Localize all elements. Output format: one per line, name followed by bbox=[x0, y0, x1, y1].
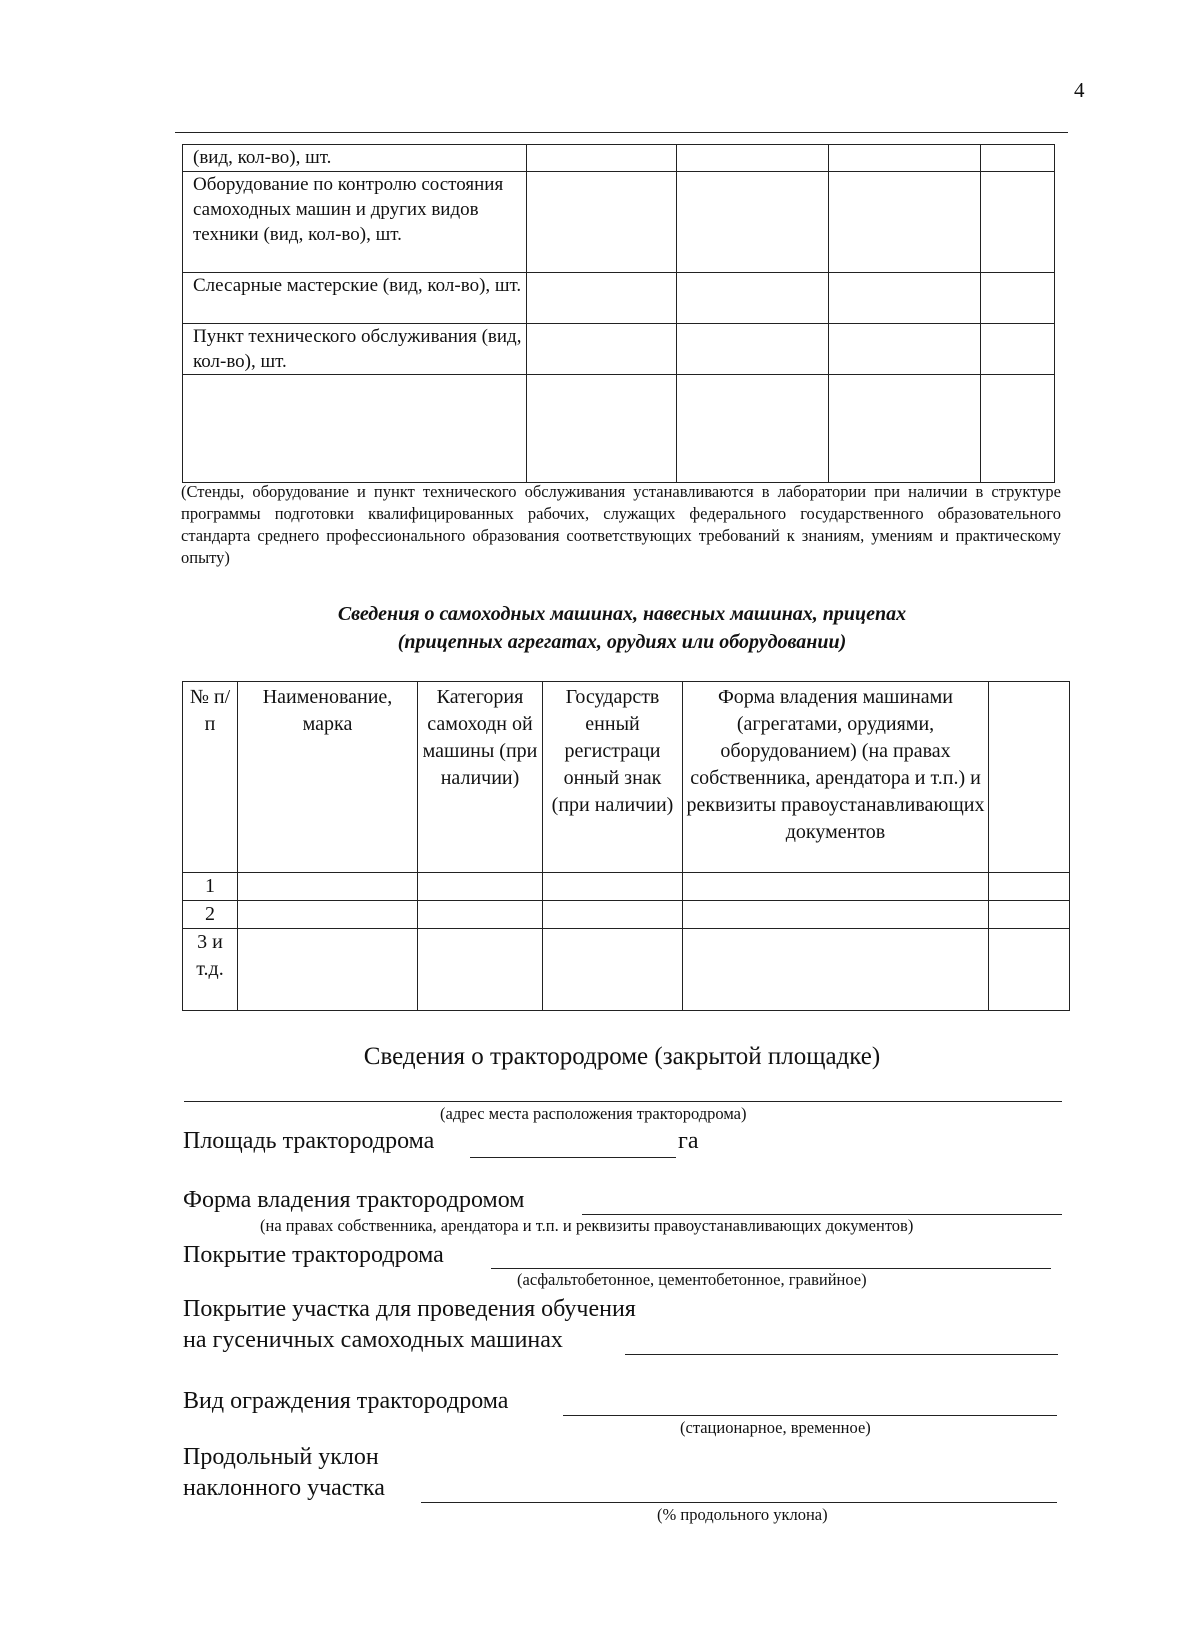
table-cell bbox=[981, 324, 1055, 375]
table-cell bbox=[677, 273, 829, 324]
row-label bbox=[183, 375, 527, 483]
table-cell bbox=[238, 929, 418, 1011]
table-cell bbox=[981, 172, 1055, 273]
coating-label: Покрытие трактородрома bbox=[183, 1242, 444, 1268]
table-cell bbox=[543, 901, 683, 929]
machines-table bbox=[182, 681, 1070, 1011]
tracked-line2: на гусеничных самоходных машинах bbox=[183, 1327, 563, 1353]
table-cell bbox=[981, 273, 1055, 324]
header-reg-sign: Государств енный регистраци онный знак (при наличии) bbox=[543, 682, 683, 873]
address-hint: (адрес места расположения трактородрома) bbox=[440, 1104, 747, 1123]
row-label: Слесарные мастерские (вид, кол-во), шт. bbox=[183, 273, 527, 324]
table-row bbox=[183, 172, 1055, 273]
table-cell bbox=[677, 324, 829, 375]
table-cell bbox=[677, 145, 829, 172]
table-row bbox=[183, 901, 1070, 929]
table-cell bbox=[543, 873, 683, 901]
table-cell bbox=[543, 929, 683, 1011]
row-label: (вид, кол-во), шт. bbox=[183, 145, 527, 172]
table-row bbox=[183, 375, 1055, 483]
table-cell bbox=[677, 172, 829, 273]
header-row bbox=[183, 682, 1070, 873]
table-cell bbox=[238, 901, 418, 929]
table-cell bbox=[683, 929, 989, 1011]
top-rule bbox=[175, 132, 1068, 133]
slope-line1: Продольный уклон bbox=[183, 1444, 379, 1470]
table-cell bbox=[238, 873, 418, 901]
header-category: Категория самоходн ой машины (при наличии) bbox=[418, 682, 543, 873]
header-ownership: Форма владения машинами (агрегатами, орудиями, оборудованием) (на правах собственника, арендатора и т.п.) и реквизиты правоустанавливающих документов bbox=[683, 682, 989, 873]
table-cell bbox=[683, 873, 989, 901]
table-cell bbox=[527, 273, 677, 324]
slope-underline bbox=[421, 1502, 1057, 1503]
table-cell bbox=[418, 901, 543, 929]
machines-title-line1: Сведения о самоходных машинах, навесных машинах, прицепах bbox=[337, 603, 907, 625]
row-label: Пункт технического обслуживания (вид, кол-во), шт. bbox=[183, 324, 527, 375]
tracked-underline bbox=[625, 1354, 1058, 1355]
table-cell bbox=[683, 901, 989, 929]
table-cell bbox=[527, 324, 677, 375]
row-label: Оборудование по контролю состояния самоходных машин и других видов техники (вид, кол-во), шт. bbox=[183, 172, 527, 273]
table-cell bbox=[829, 172, 981, 273]
row-number: 1 bbox=[183, 873, 238, 901]
table-row bbox=[183, 929, 1070, 1011]
row-number: 2 bbox=[183, 901, 238, 929]
fence-label: Вид ограждения трактородрома bbox=[183, 1388, 509, 1414]
coating-underline bbox=[491, 1268, 1051, 1269]
fence-underline bbox=[563, 1415, 1057, 1416]
slope-hint: (% продольного уклона) bbox=[657, 1505, 828, 1524]
table-cell bbox=[981, 375, 1055, 483]
equipment-table bbox=[182, 144, 1055, 483]
table-row bbox=[183, 324, 1055, 375]
table-cell bbox=[527, 375, 677, 483]
table-cell bbox=[418, 873, 543, 901]
ownership-label: Форма владения трактородромом bbox=[183, 1187, 525, 1213]
address-underline bbox=[184, 1101, 1062, 1102]
table-cell bbox=[527, 172, 677, 273]
table-cell bbox=[981, 145, 1055, 172]
page-number: 4 bbox=[1074, 78, 1085, 102]
table-cell bbox=[677, 375, 829, 483]
slope-line2: наклонного участка bbox=[183, 1475, 385, 1501]
area-unit: га bbox=[678, 1128, 699, 1154]
equipment-note: (Стенды, оборудование и пункт технического обслуживания устанавливаются в лаборатории при наличии в структуре программы подготовки квалифицированных рабочих, служащих федерального государственного образовательного стандарта среднего профессионального образования соответствующих требований к знаниям, умениям и практическому опыту) bbox=[181, 482, 1061, 567]
row-number: 3 и т.д. bbox=[183, 929, 238, 1011]
table-cell bbox=[418, 929, 543, 1011]
table-cell bbox=[527, 145, 677, 172]
header-name: Наименование, марка bbox=[238, 682, 418, 873]
tractordrome-title: Сведения о трактородроме (закрытой площадке) bbox=[363, 1043, 881, 1070]
table-row bbox=[183, 873, 1070, 901]
header-number: № п/п bbox=[183, 682, 238, 873]
fence-hint: (стационарное, временное) bbox=[680, 1418, 871, 1437]
tracked-line1: Покрытие участка для проведения обучения bbox=[183, 1296, 636, 1322]
table-cell bbox=[829, 375, 981, 483]
table-cell bbox=[829, 145, 981, 172]
table-row bbox=[183, 145, 1055, 172]
coating-hint: (асфальтобетонное, цементобетонное, гравийное) bbox=[517, 1270, 867, 1289]
header-extra bbox=[989, 682, 1070, 873]
ownership-hint: (на правах собственника, арендатора и т.п. и реквизиты правоустанавливающих документов) bbox=[260, 1216, 914, 1235]
ownership-underline bbox=[582, 1214, 1062, 1215]
machines-title-line2: (прицепных агрегатах, орудиях или оборудовании) bbox=[397, 631, 847, 653]
table-cell bbox=[989, 929, 1070, 1011]
table-row bbox=[183, 273, 1055, 324]
table-cell bbox=[989, 873, 1070, 901]
machines-title bbox=[182, 600, 1062, 656]
table-cell bbox=[829, 324, 981, 375]
table-cell bbox=[829, 273, 981, 324]
area-underline bbox=[470, 1157, 676, 1158]
table-cell bbox=[989, 901, 1070, 929]
area-label: Площадь трактородрома bbox=[183, 1128, 435, 1154]
